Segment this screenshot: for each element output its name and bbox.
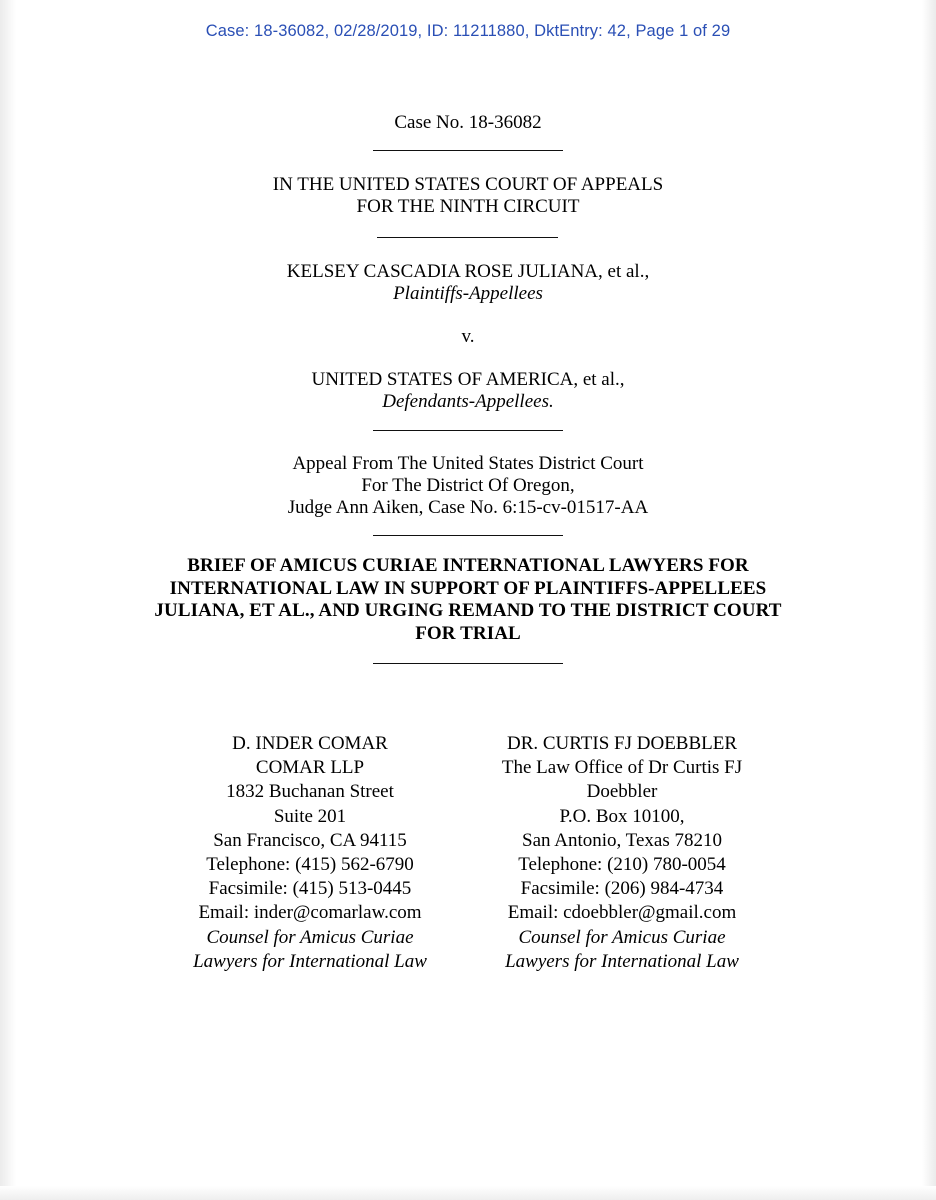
- brief-title-line-1: BRIEF OF AMICUS CURIAE INTERNATIONAL LAWYERS FOR: [187, 555, 749, 576]
- plaintiffs-role: Plaintiffs-Appellees: [393, 283, 543, 304]
- counsel-role-1: Counsel for Amicus Curiae: [518, 926, 726, 948]
- plaintiffs-name: KELSEY CASCADIA ROSE JULIANA, et al.,: [286, 261, 650, 282]
- appeal-line-3: Judge Ann Aiken, Case No. 6:15-cv-01517-AA: [287, 497, 649, 518]
- appeal-line-1: Appeal From The United States District Court: [292, 453, 644, 474]
- appeal-block: [0, 453, 936, 519]
- counsel-role-2: Lawyers for International Law: [193, 950, 427, 972]
- defendants-name: UNITED STATES OF AMERICA, et al.,: [311, 369, 625, 390]
- brief-title-line-3: JULIANA, ET AL., AND URGING REMAND TO THE DISTRICT COURT: [154, 600, 782, 621]
- counsel-telephone: Telephone: (210) 780-0054: [518, 854, 726, 876]
- counsel-email: Email: inder@comarlaw.com: [198, 902, 422, 924]
- counsel-left: [160, 732, 460, 974]
- counsel-facsimile: Facsimile: (415) 513-0445: [208, 878, 412, 900]
- docket-header: Case: 18-36082, 02/28/2019, ID: 11211880, DktEntry: 42, Page 1 of 29: [205, 22, 731, 40]
- case-number: Case No. 18-36082: [394, 112, 542, 133]
- counsel-role-1: Counsel for Amicus Curiae: [206, 926, 414, 948]
- counsel-city: San Antonio, Texas 78210: [522, 829, 722, 851]
- divider-rule: [373, 535, 563, 536]
- counsel-street: 1832 Buchanan Street: [226, 781, 394, 803]
- counsel-name: DR. CURTIS FJ DOEBBLER: [506, 733, 738, 754]
- counsel-city: San Francisco, CA 94115: [213, 829, 407, 851]
- counsel-suite: Suite 201: [273, 805, 347, 827]
- divider-rule: [377, 237, 558, 238]
- brief-title-line-2: INTERNATIONAL LAW IN SUPPORT OF PLAINTIFFS-APPELLEES: [169, 577, 767, 599]
- counsel-pobox: P.O. Box 10100,: [559, 805, 685, 827]
- counsel-firm: COMAR LLP: [255, 757, 365, 779]
- counsel-role-2: Lawyers for International Law: [505, 950, 739, 972]
- defendants-role: Defendants-Appellees.: [382, 391, 554, 412]
- defendants-block: [0, 369, 936, 413]
- divider-rule: [373, 150, 563, 151]
- versus: v.: [461, 326, 475, 347]
- counsel-email: Email: cdoebbler@gmail.com: [507, 902, 737, 924]
- divider-rule: [373, 663, 563, 664]
- counsel-firm-1: The Law Office of Dr Curtis FJ: [501, 757, 743, 779]
- counsel-right: [472, 732, 772, 974]
- appeal-line-2: For The District Of Oregon,: [361, 475, 575, 496]
- counsel-name: D. INDER COMAR: [232, 733, 388, 754]
- page-edge-bottom: [0, 1186, 936, 1200]
- counsel-facsimile: Facsimile: (206) 984-4734: [520, 878, 724, 900]
- brief-title-line-4: FOR TRIAL: [415, 622, 521, 644]
- counsel-telephone: Telephone: (415) 562-6790: [206, 854, 414, 876]
- court-line-2: FOR THE NINTH CIRCUIT: [356, 196, 580, 217]
- court-name: [0, 174, 936, 218]
- court-line-1: IN THE UNITED STATES COURT OF APPEALS: [272, 174, 664, 195]
- brief-title: [120, 555, 816, 645]
- divider-rule: [373, 430, 563, 431]
- counsel-firm-2: Doebbler: [586, 781, 658, 803]
- plaintiffs-block: [0, 261, 936, 305]
